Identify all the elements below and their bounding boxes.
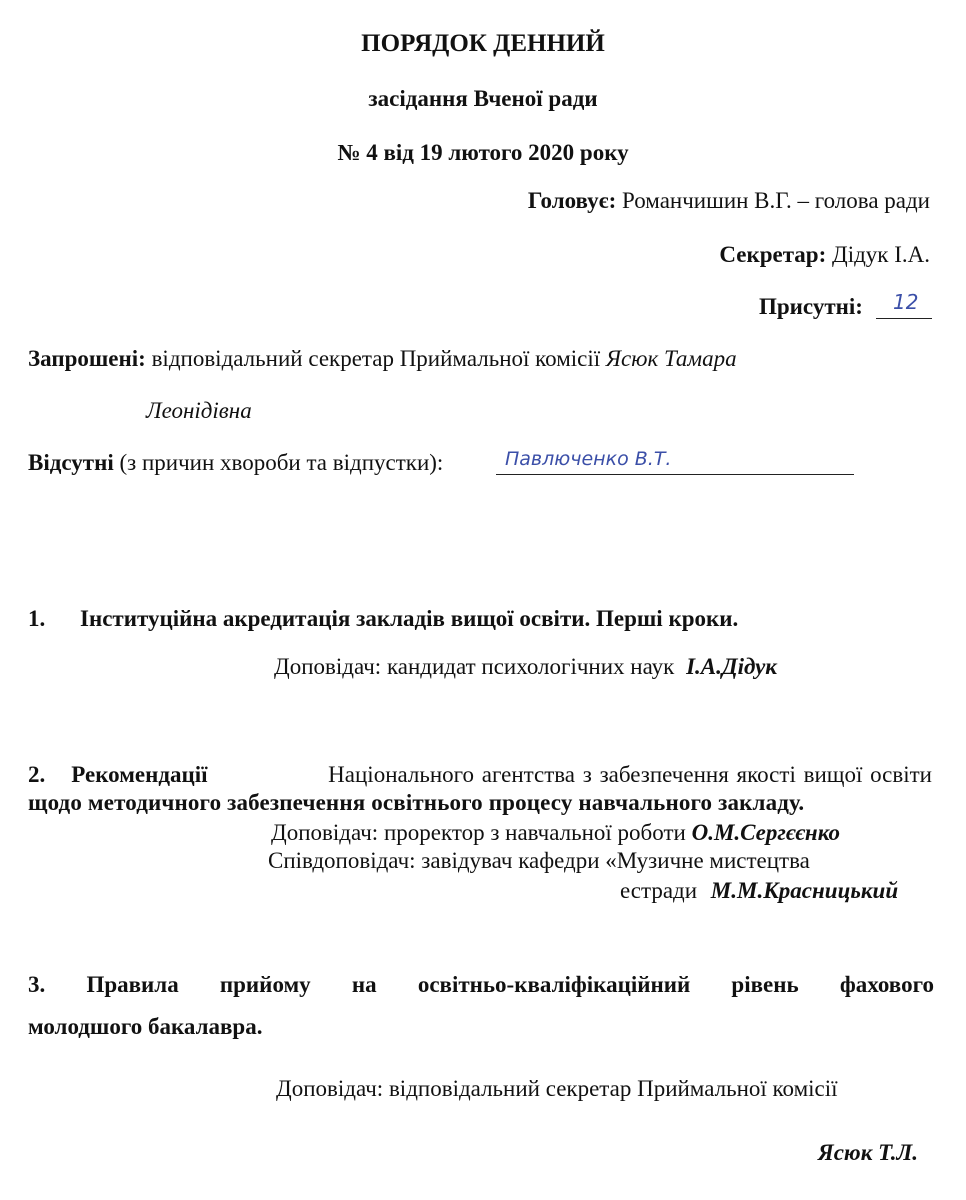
document-title: ПОРЯДОК ДЕННИЙ [361, 30, 605, 57]
agenda-item-3-word: на [351, 972, 377, 997]
agenda-item-2-cospeaker: Співдоповідач: завідувач кафедри «Музичне мистецтва [268, 848, 810, 873]
invited-text: відповідальний секретар Приймальної комісії [151, 346, 601, 371]
chair-value: Романчишин В.Г. – голова ради [622, 188, 930, 213]
absent-reason: (з причин хвороби та відпустки): [119, 450, 444, 475]
absent-label: Відсутні [28, 450, 114, 475]
agenda-item-2-cospeaker-name: М.М.Красницький [710, 878, 899, 903]
absent-line [28, 450, 443, 476]
agenda-item-2-speaker [271, 820, 840, 846]
agenda-item-2-number: 2. [28, 762, 46, 787]
present-underline [876, 318, 932, 319]
agenda-item-2-title-rest: Національного агентства з забезпечення якості вищої освіти [328, 762, 932, 787]
present-label: Присутні: [759, 294, 863, 319]
agenda-item-2-title-line-1 [28, 762, 932, 788]
agenda-item-1-speaker-prefix: Доповідач: кандидат психологічних наук [274, 654, 675, 679]
agenda-item-1-title: Інституційна акредитація закладів вищої освіти. Перші кроки. [80, 606, 739, 631]
secretary-label: Секретар: [719, 242, 827, 267]
agenda-item-2-title-line-2: щодо методичного забезпечення освітнього процесу навчального закладу. [28, 790, 805, 815]
agenda-item-3-word: фахового [839, 972, 934, 997]
agenda-item-3-word: освітньо-кваліфікаційний [417, 972, 691, 997]
agenda-item-1-speaker [274, 654, 777, 680]
agenda-item-2-cospeaker-suffix: естради [620, 878, 698, 903]
present-handwritten-count: 12 [893, 290, 919, 314]
agenda-item-1-number: 1. [28, 606, 46, 631]
agenda-item-2-speaker-name: О.М.Сергєєнко [691, 820, 840, 845]
invited-name: Ясюк Тамара [605, 346, 737, 371]
agenda-item-2-title-bold: Рекомендації [71, 762, 208, 787]
chair-label: Головує: [527, 188, 617, 213]
invited-line [28, 346, 737, 372]
agenda-item-3-word: Правила [86, 972, 179, 997]
agenda-item-3-word: прийому [219, 972, 311, 997]
secretary-value: Дідук І.А. [832, 242, 930, 267]
document-subtitle: засідання Вченої ради [368, 86, 598, 111]
secretary-line [719, 242, 930, 268]
agenda-item-2-speaker-prefix: Доповідач: проректор з навчальної роботи [271, 820, 686, 845]
absent-underline [496, 474, 854, 475]
absent-handwritten-name: Павлюченко В.Т. [505, 448, 672, 470]
agenda-item-2-cospeaker-line-2 [620, 878, 898, 904]
agenda-item-3-speaker-name: Ясюк Т.Л. [817, 1140, 918, 1165]
invited-name-continued: Леонідівна [146, 398, 252, 423]
agenda-item-3-title-line-1 [28, 972, 934, 998]
agenda-item-3-title-line-2: молодшого бакалавра. [28, 1014, 263, 1039]
agenda-item-3-word: рівень [731, 972, 799, 997]
agenda-item-3-speaker-prefix: Доповідач: відповідальний секретар Приймальної комісії [276, 1076, 838, 1101]
agenda-item-3-number: 3. [28, 972, 46, 997]
invited-label: Запрошені: [28, 346, 146, 371]
meeting-date-line: № 4 від 19 лютого 2020 року [337, 140, 629, 165]
agenda-item-1-speaker-name: І.А.Дідук [686, 654, 777, 679]
chair-line [528, 188, 930, 214]
